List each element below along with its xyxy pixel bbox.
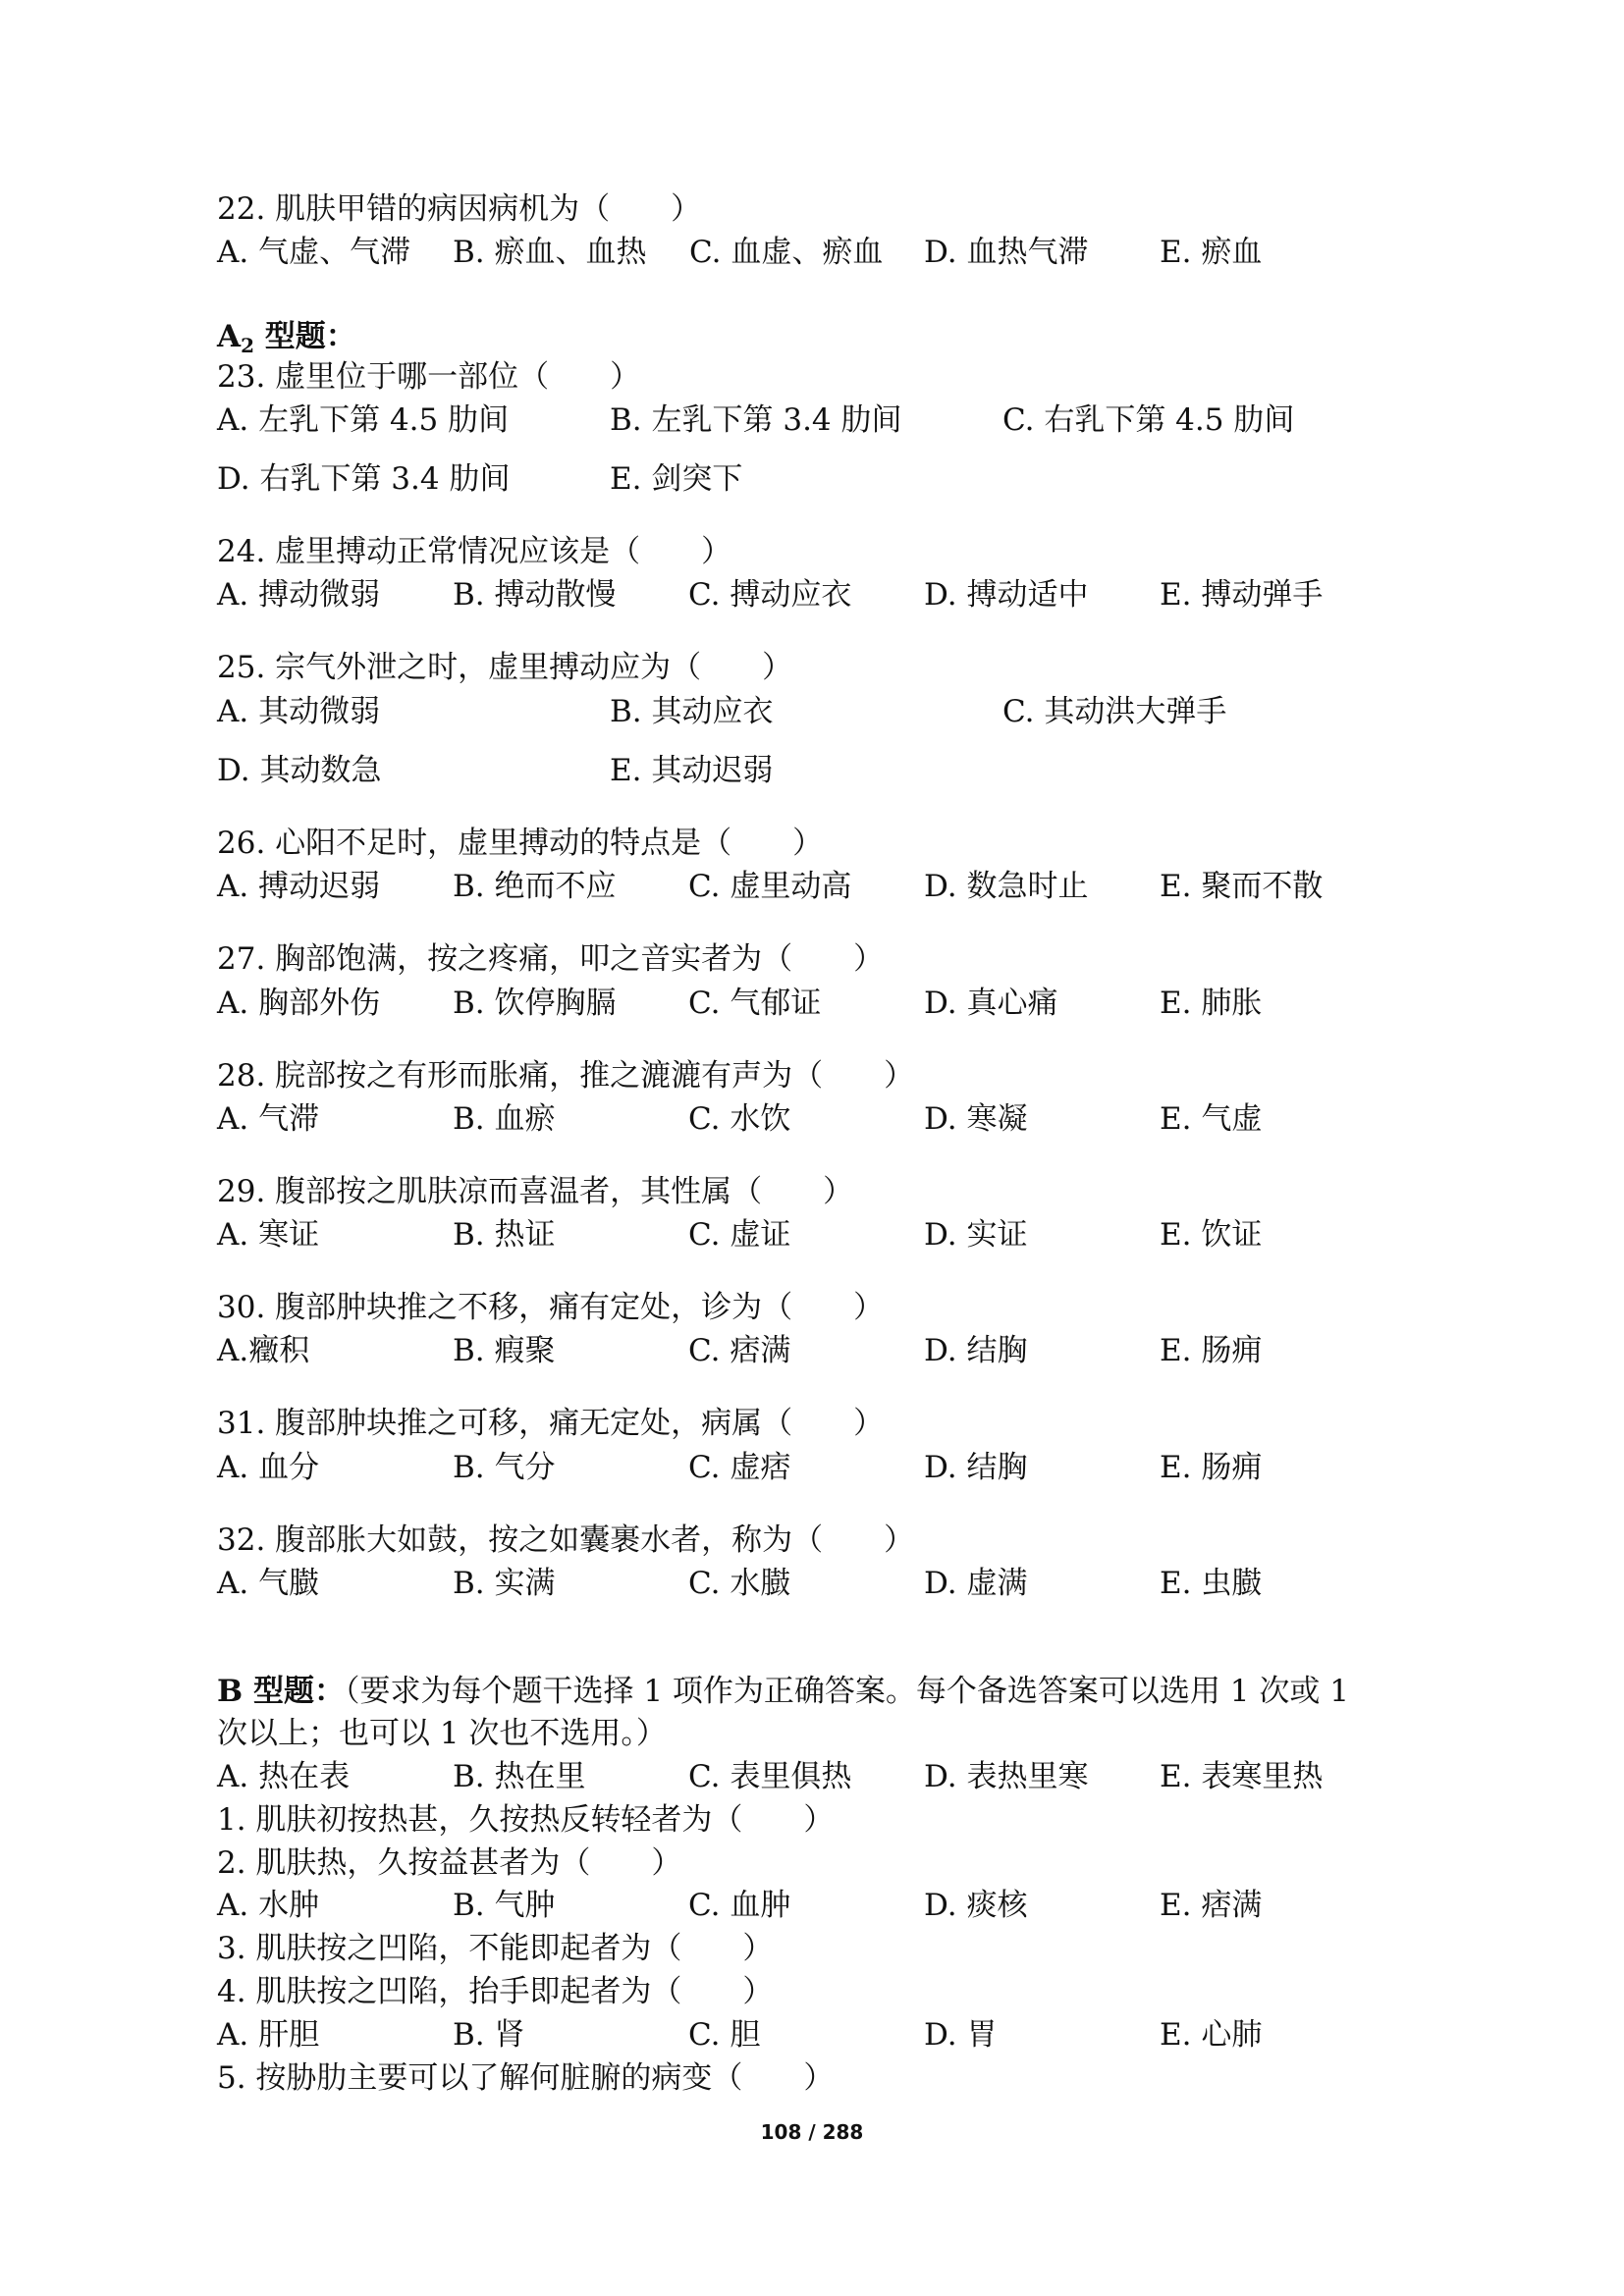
option-a: A. 左乳下第 4.5 肋间 bbox=[217, 402, 510, 438]
option-a: A. 气虚、气滞 bbox=[217, 235, 411, 270]
question-27-options bbox=[217, 984, 1395, 1023]
question-25-stem: 25. 宗气外泄之时，虚里搏动应为（ ） bbox=[217, 650, 793, 685]
option-e: E. 饮证 bbox=[1160, 1217, 1263, 1253]
option-d: D. 右乳下第 3.4 肋间 bbox=[217, 461, 511, 497]
option-e: E. 肠痈 bbox=[1160, 1450, 1263, 1485]
option-b: B. 绝而不应 bbox=[453, 869, 617, 904]
option-d: D. 胃 bbox=[924, 2017, 998, 2053]
question-24-stem: 24. 虚里搏动正常情况应该是（ ） bbox=[217, 534, 732, 569]
b-group-3-options bbox=[217, 2015, 1395, 2055]
option-e: E. 搏动弹手 bbox=[1160, 577, 1324, 613]
option-c: C. 水饮 bbox=[688, 1101, 791, 1137]
option-c: C. 右乳下第 4.5 肋间 bbox=[1002, 402, 1295, 438]
option-d: D. 寒凝 bbox=[924, 1101, 1028, 1137]
option-b: B. 血瘀 bbox=[453, 1101, 556, 1137]
option-d: D. 表热里寒 bbox=[924, 1759, 1089, 1794]
option-b: B. 瘕聚 bbox=[453, 1333, 556, 1368]
option-d: D. 结胸 bbox=[924, 1450, 1028, 1485]
question-23-options-row1 bbox=[217, 400, 1395, 440]
question-23-options-row2 bbox=[217, 459, 1395, 499]
option-c: C. 血肿 bbox=[688, 1888, 791, 1923]
option-c: C. 其动洪大弹手 bbox=[1002, 694, 1227, 729]
option-d: D. 其动数急 bbox=[217, 753, 382, 788]
a2-section-heading: $A_2$ 型题： bbox=[217, 319, 356, 357]
question-32-options bbox=[217, 1564, 1395, 1603]
option-c: C. 搏动应衣 bbox=[688, 577, 852, 613]
b-section-heading-cont: 次以上；也可以 1 次也不选用。） bbox=[217, 1716, 667, 1751]
option-b: B. 其动应衣 bbox=[610, 694, 774, 729]
question-26-stem: 26. 心阳不足时，虚里搏动的特点是（ ） bbox=[217, 826, 824, 861]
option-e: E. 剑突下 bbox=[610, 461, 743, 497]
question-22-options bbox=[217, 233, 1395, 272]
option-b: B. 实满 bbox=[453, 1566, 556, 1601]
option-e: E. 瘀血 bbox=[1160, 235, 1263, 270]
option-a: A. 水肿 bbox=[217, 1888, 320, 1923]
option-a: A. 热在表 bbox=[217, 1759, 351, 1794]
option-d: D. 数急时止 bbox=[924, 869, 1089, 904]
question-26-options bbox=[217, 867, 1395, 906]
question-31-options bbox=[217, 1448, 1395, 1487]
question-27-stem: 27. 胸部饱满，按之疼痛，叩之音实者为（ ） bbox=[217, 941, 885, 977]
option-a: A. 肝胆 bbox=[217, 2017, 320, 2053]
question-29-options bbox=[217, 1215, 1395, 1255]
b-item-2: 2. 肌肤热，久按益甚者为（ ） bbox=[217, 1845, 682, 1881]
question-28-stem: 28. 脘部按之有形而胀痛，推之漉漉有声为（ ） bbox=[217, 1058, 915, 1094]
option-b: B. 饮停胸膈 bbox=[453, 986, 617, 1021]
option-a: A. 其动微弱 bbox=[217, 694, 381, 729]
option-d: D. 结胸 bbox=[924, 1333, 1028, 1368]
option-e: E. 虫臌 bbox=[1160, 1566, 1263, 1601]
b-item-3: 3. 肌肤按之凹陷，不能即起者为（ ） bbox=[217, 1931, 774, 1966]
option-a: A. 胸部外伤 bbox=[217, 986, 381, 1021]
option-c: C. 虚里动高 bbox=[688, 869, 852, 904]
question-30-options bbox=[217, 1331, 1395, 1370]
option-b: B. 热在里 bbox=[453, 1759, 586, 1794]
option-a: A. 搏动微弱 bbox=[217, 577, 381, 613]
question-31-stem: 31. 腹部肿块推之可移，痛无定处，病属（ ） bbox=[217, 1406, 885, 1441]
page-number: 108 / 288 bbox=[760, 2120, 864, 2144]
option-d: D. 痰核 bbox=[924, 1888, 1028, 1923]
option-a: A.癥积 bbox=[217, 1333, 310, 1368]
question-30-stem: 30. 腹部肿块推之不移，痛有定处，诊为（ ） bbox=[217, 1290, 885, 1325]
question-32-stem: 32. 腹部胀大如鼓，按之如囊裹水者，称为（ ） bbox=[217, 1522, 915, 1558]
b-section-heading: B 型题：（要求为每个题干选择 1 项作为正确答案。每个备选答案可以选用 1 次或 1 bbox=[217, 1674, 1349, 1709]
b-item-1: 1. 肌肤初按热甚，久按热反转轻者为（ ） bbox=[217, 1802, 835, 1838]
option-e: E. 心肺 bbox=[1160, 2017, 1263, 2053]
option-c: C. 虚证 bbox=[688, 1217, 791, 1253]
option-e: E. 其动迟弱 bbox=[610, 753, 774, 788]
option-a: A. 搏动迟弱 bbox=[217, 869, 381, 904]
option-c: C. 血虚、瘀血 bbox=[689, 235, 884, 270]
option-d: D. 血热气滞 bbox=[924, 235, 1089, 270]
option-d: D. 搏动适中 bbox=[924, 577, 1089, 613]
question-23-stem: 23. 虚里位于哪一部位（ ） bbox=[217, 359, 641, 395]
option-c: C. 表里俱热 bbox=[688, 1759, 852, 1794]
option-c: C. 气郁证 bbox=[688, 986, 822, 1021]
option-e: E. 气虚 bbox=[1160, 1101, 1263, 1137]
question-28-options bbox=[217, 1099, 1395, 1139]
b-item-5: 5. 按胁肋主要可以了解何脏腑的病变（ ） bbox=[217, 2060, 835, 2096]
option-a: A. 气臌 bbox=[217, 1566, 320, 1601]
question-25-options-row1 bbox=[217, 692, 1395, 731]
option-e: E. 肺胀 bbox=[1160, 986, 1263, 1021]
option-b: B. 瘀血、血热 bbox=[453, 235, 647, 270]
b-group-1-options bbox=[217, 1757, 1395, 1796]
option-c: C. 虚痞 bbox=[688, 1450, 791, 1485]
option-b: B. 热证 bbox=[453, 1217, 556, 1253]
option-e: E. 聚而不散 bbox=[1160, 869, 1324, 904]
option-c: C. 水臌 bbox=[688, 1566, 791, 1601]
option-b: B. 气肿 bbox=[453, 1888, 556, 1923]
option-a: A. 寒证 bbox=[217, 1217, 320, 1253]
option-c: C. 痞满 bbox=[688, 1333, 791, 1368]
b-group-2-options bbox=[217, 1886, 1395, 1925]
question-24-options bbox=[217, 575, 1395, 614]
option-b: B. 搏动散慢 bbox=[453, 577, 617, 613]
option-e: E. 痞满 bbox=[1160, 1888, 1263, 1923]
option-a: A. 血分 bbox=[217, 1450, 320, 1485]
question-29-stem: 29. 腹部按之肌肤凉而喜温者，其性属（ ） bbox=[217, 1174, 854, 1209]
option-c: C. 胆 bbox=[688, 2017, 761, 2053]
option-b: B. 气分 bbox=[453, 1450, 556, 1485]
option-b: B. 肾 bbox=[453, 2017, 525, 2053]
option-d: D. 实证 bbox=[924, 1217, 1028, 1253]
option-d: D. 真心痛 bbox=[924, 986, 1058, 1021]
option-e: E. 肠痈 bbox=[1160, 1333, 1263, 1368]
option-a: A. 气滞 bbox=[217, 1101, 320, 1137]
option-b: B. 左乳下第 3.4 肋间 bbox=[610, 402, 902, 438]
question-25-options-row2 bbox=[217, 751, 1395, 790]
b-item-4: 4. 肌肤按之凹陷，抬手即起者为（ ） bbox=[217, 1974, 774, 2009]
option-e: E. 表寒里热 bbox=[1160, 1759, 1324, 1794]
question-22-stem: 22. 肌肤甲错的病因病机为（ ） bbox=[217, 191, 702, 227]
option-d: D. 虚满 bbox=[924, 1566, 1028, 1601]
